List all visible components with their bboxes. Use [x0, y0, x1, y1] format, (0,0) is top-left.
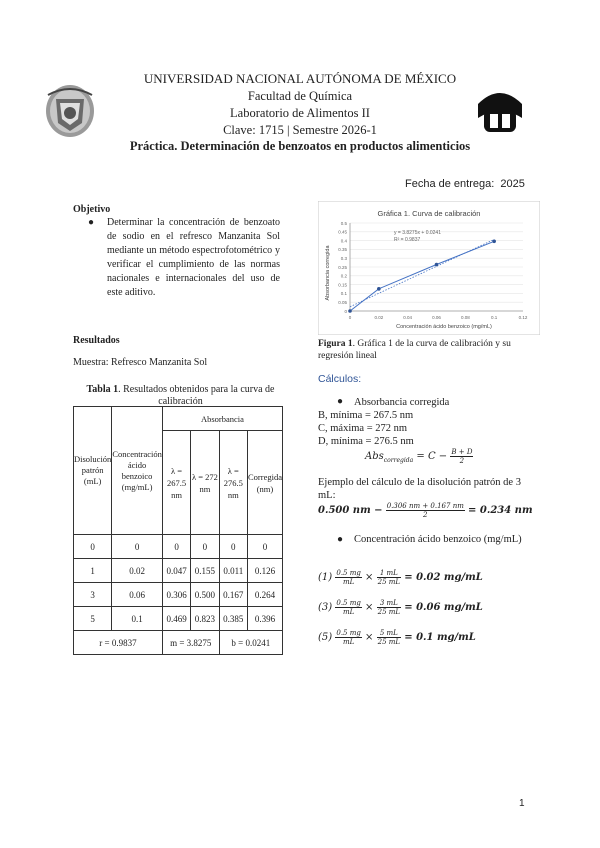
data-point: [377, 287, 381, 291]
cell: 0.823: [191, 607, 219, 631]
cell: 0.469: [162, 607, 190, 631]
conc-result: = 0.1 mg/mL: [404, 632, 476, 643]
x-tick-label: 0.02: [374, 315, 384, 320]
frac-num: 3 mL: [377, 599, 401, 608]
calc-bullet-concentration: Concentración ácido benzoico (mg/mL): [354, 534, 522, 545]
results-table: [73, 406, 283, 655]
delivery-value: 2025: [500, 178, 525, 190]
conc-equations: [318, 568, 483, 658]
times-sign: ×: [365, 602, 374, 613]
formula-corrected: [365, 447, 473, 471]
cell: 0.264: [247, 583, 282, 607]
th-absorbance: Absorbancia: [162, 407, 282, 431]
cell: 0.1: [112, 607, 163, 631]
table-row: [74, 535, 283, 559]
times-sign: ×: [365, 632, 374, 643]
table-row: [74, 559, 283, 583]
lab-name: Laboratorio de Alimentos II: [230, 106, 370, 120]
figure-caption-text: . Gráfica 1 de la curva de calibración y su regresión lineal: [318, 339, 511, 361]
university-name: UNIVERSIDAD NACIONAL AUTÓNOMA DE MÉXICO: [143, 71, 457, 86]
cell: 0.500: [191, 583, 219, 607]
calc-c: C, máxima = 272 nm: [318, 423, 408, 434]
conc-line-3: [318, 598, 483, 628]
frac-den: mL: [342, 608, 355, 616]
y-tick-label: 0.05: [338, 300, 347, 305]
cell: 0.396: [247, 607, 282, 631]
calc-heading: Cálculos:: [318, 373, 362, 385]
y-tick-label: 0.25: [338, 264, 347, 270]
cell: 0.02: [112, 559, 163, 583]
faculty-name: Facultad de Química: [247, 89, 353, 103]
delivery-label: Fecha de entrega:: [405, 178, 495, 190]
data-point: [435, 263, 439, 267]
th-276: λ = 276.5 nm: [219, 431, 247, 535]
example-num: 0.306 nm + 0.167 nm: [386, 502, 464, 510]
x-tick-label: 0.06: [432, 315, 441, 320]
frac-den: mL: [342, 578, 355, 586]
y-tick-label: 0.45: [338, 229, 347, 235]
chart-equation: y = 3.8275x + 0.0241: [394, 230, 441, 236]
frac-den: 25 mL: [377, 638, 401, 646]
y-tick-label: 0.5: [340, 220, 347, 226]
conc-result: = 0.02 mg/mL: [404, 572, 483, 583]
figure-caption: [318, 338, 533, 362]
results-heading: Resultados: [73, 335, 120, 346]
formula-example: [318, 501, 533, 521]
times-sign: ×: [365, 572, 374, 583]
conc-idx: (1): [318, 572, 333, 583]
x-tick-label: 0: [348, 315, 352, 320]
conc-idx: (5): [318, 632, 333, 643]
cell: 0: [74, 535, 112, 559]
table-footer: [74, 631, 283, 655]
frac-num: 5 mL: [377, 629, 401, 638]
y-tick-label: 0.35: [338, 247, 347, 253]
y-tick-label: 0.3: [340, 256, 347, 261]
bullet-icon: ●: [337, 534, 344, 545]
frac-num: 1 mL: [377, 569, 401, 578]
y-tick-label: 0.1: [340, 291, 347, 297]
example-text: Ejemplo del cálculo de la disolución patrón de 3 mL:: [318, 477, 521, 501]
frac-den: mL: [342, 638, 355, 646]
cell: 1: [74, 559, 112, 583]
cell: 0: [219, 535, 247, 559]
y-tick-label: 0: [344, 308, 347, 314]
course-code: Clave: 1715 | Semestre 2026-1: [223, 123, 377, 137]
x-tick-label: 0.08: [460, 315, 470, 320]
example-result: = 0.234 nm: [468, 505, 533, 516]
chart-y-label: Absorbancia corregida: [325, 245, 331, 301]
data-point: [492, 240, 496, 244]
cell: 0.385: [219, 607, 247, 631]
data-point: [348, 309, 352, 313]
th-dilution: Disolución patrón (mL): [74, 407, 112, 535]
delivery-date: [405, 178, 525, 190]
cell: 0.155: [191, 559, 219, 583]
table-caption: [73, 384, 288, 408]
th-concentration: Concentración ácido benzoico (mg/mL): [112, 407, 163, 535]
footer-b: b = 0.0241: [219, 631, 282, 655]
cell: 0.126: [247, 559, 282, 583]
cell: 3: [74, 583, 112, 607]
bullet-icon: ●: [88, 217, 95, 228]
unam-logo: [44, 83, 96, 138]
sample-name: Muestra: Refresco Manzanita Sol: [73, 357, 208, 368]
table-row: [74, 583, 283, 607]
y-tick-label: 0.2: [340, 273, 347, 279]
th-267: λ = 267.5 nm: [162, 431, 190, 535]
formula-den: 2: [459, 457, 465, 465]
cell: 0.06: [112, 583, 163, 607]
cell: 0.011: [219, 559, 247, 583]
example-a: 0.500 nm −: [318, 505, 383, 516]
th-corrected: Corregida (nm): [247, 431, 282, 535]
x-tick-label: 0.12: [518, 315, 528, 320]
cell: 0.167: [219, 583, 247, 607]
calc-bullet-absorbance: Absorbancia corregida: [354, 397, 450, 408]
calc-b: B, mínima = 267.5 nm: [318, 410, 414, 421]
table-caption-label: Tabla 1: [86, 384, 119, 395]
footer-r: r = 0.9837: [74, 631, 163, 655]
objective-text: Determinar la concentración de benzoato de sodio en el refresco Manzanita Sol mediante un método espectrofotométrico y verificar el cumplimiento de las normas nacionales e internacionales del uso de este aditivo.: [107, 217, 280, 298]
chart-title: Gráfica 1. Curva de calibración: [377, 209, 481, 218]
cell: 0: [247, 535, 282, 559]
frac-num: 0.5 mg: [336, 629, 361, 637]
y-tick-label: 0.15: [338, 282, 347, 288]
conc-line-5: [318, 628, 483, 658]
frac-den: 25 mL: [377, 608, 401, 616]
conc-idx: (3): [318, 602, 333, 613]
calibration-chart: [318, 201, 540, 335]
frac-num: 0.5 mg: [336, 599, 361, 607]
table-row: [74, 607, 283, 631]
cell: 0: [162, 535, 190, 559]
formula-mid: = C −: [416, 451, 448, 462]
frac-den: 25 mL: [377, 578, 401, 586]
example-den: 2: [423, 511, 428, 519]
y-tick-label: 0.4: [340, 238, 347, 244]
chart-x-label: Concentración ácido benzoico (mg/mL): [396, 324, 492, 330]
cell: 0.047: [162, 559, 190, 583]
cell: 0.306: [162, 583, 190, 607]
bullet-icon: ●: [337, 396, 344, 407]
th-272: λ = 272 nm: [191, 431, 219, 535]
objective-heading: Objetivo: [73, 204, 111, 215]
formula-num: B + D: [451, 448, 473, 456]
x-tick-label: 0.1: [491, 315, 498, 320]
practice-title: Práctica. Determinación de benzoatos en productos alimenticios: [129, 139, 471, 153]
calc-d: D, mínima = 276.5 nm: [318, 436, 414, 447]
conc-line-1: [318, 568, 483, 598]
footer-m: m = 3.8275: [162, 631, 219, 655]
cell: 0: [191, 535, 219, 559]
cell: 0: [112, 535, 163, 559]
cell: 5: [74, 607, 112, 631]
frac-num: 0.5 mg: [336, 569, 361, 577]
conc-result: = 0.06 mg/mL: [404, 602, 483, 613]
page-number: 1: [519, 798, 525, 809]
table-caption-text: . Resultados obtenidos para la curva de calibración: [118, 384, 275, 407]
chart-r2: R² = 0.9837: [394, 237, 421, 243]
formula-lhs: Abs: [365, 451, 384, 462]
formula-sub: corregida: [383, 457, 414, 464]
x-tick-label: 0.04: [403, 315, 413, 320]
figure-caption-label: Figura 1: [318, 339, 353, 349]
